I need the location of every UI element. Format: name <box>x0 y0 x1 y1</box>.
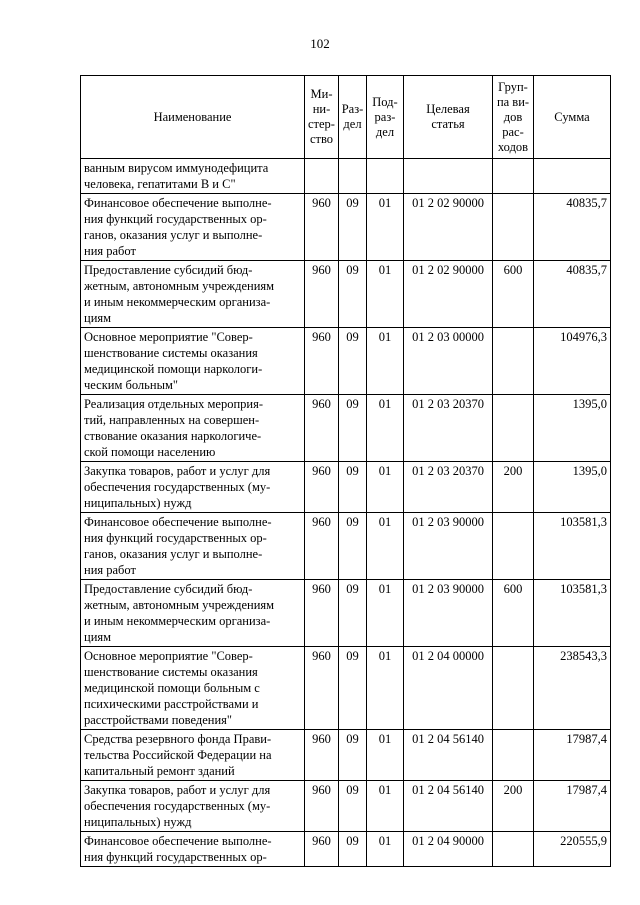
cell-sum: 103581,3 <box>534 513 611 580</box>
cell-sum: 17987,4 <box>534 781 611 832</box>
cell-subsection: 01 <box>367 580 404 647</box>
cell-ministry: 960 <box>305 730 339 781</box>
cell-section: 09 <box>339 328 367 395</box>
cell-expense-group <box>493 647 534 730</box>
cell-ministry: 960 <box>305 781 339 832</box>
table-row <box>81 194 611 261</box>
cell-name: Финансовое обеспечение выполне- ния функций государственных ор- ганов, оказания услуг и выполне- ния работ <box>81 194 305 261</box>
cell-subsection: 01 <box>367 395 404 462</box>
cell-name: Финансовое обеспечение выполне- ния функций государственных ор- <box>81 832 305 867</box>
cell-subsection: 01 <box>367 647 404 730</box>
header-name: Наименование <box>81 76 305 159</box>
table-row <box>81 580 611 647</box>
cell-name: Закупка товаров, работ и услуг для обеспечения государственных (му- ниципальных) нужд <box>81 781 305 832</box>
cell-expense-group <box>493 395 534 462</box>
cell-target-article: 01 2 04 90000 <box>404 832 493 867</box>
cell-section: 09 <box>339 513 367 580</box>
cell-expense-group <box>493 730 534 781</box>
cell-ministry: 960 <box>305 647 339 730</box>
cell-section: 09 <box>339 647 367 730</box>
header-ministry: Ми- ни- стер- ство <box>305 76 339 159</box>
cell-sum <box>534 159 611 194</box>
cell-target-article: 01 2 03 20370 <box>404 462 493 513</box>
cell-subsection: 01 <box>367 194 404 261</box>
cell-target-article: 01 2 04 56140 <box>404 781 493 832</box>
cell-target-article: 01 2 03 20370 <box>404 395 493 462</box>
cell-target-article: 01 2 04 00000 <box>404 647 493 730</box>
cell-ministry: 960 <box>305 328 339 395</box>
cell-subsection: 01 <box>367 261 404 328</box>
cell-sum: 17987,4 <box>534 730 611 781</box>
cell-expense-group <box>493 513 534 580</box>
cell-sum: 238543,3 <box>534 647 611 730</box>
cell-ministry: 960 <box>305 462 339 513</box>
header-section: Раз- дел <box>339 76 367 159</box>
cell-sum: 40835,7 <box>534 194 611 261</box>
cell-section <box>339 159 367 194</box>
cell-section: 09 <box>339 781 367 832</box>
cell-subsection: 01 <box>367 730 404 781</box>
cell-section: 09 <box>339 832 367 867</box>
cell-name: Средства резервного фонда Прави- тельства Российской Федерации на капитальный ремонт зданий <box>81 730 305 781</box>
table-row <box>81 832 611 867</box>
table-row <box>81 462 611 513</box>
cell-expense-group: 600 <box>493 580 534 647</box>
header-expense-group: Груп- па ви- дов рас- ходов <box>493 76 534 159</box>
table-row <box>81 328 611 395</box>
cell-target-article: 01 2 03 90000 <box>404 580 493 647</box>
page-number: 102 <box>310 36 330 51</box>
cell-sum: 220555,9 <box>534 832 611 867</box>
cell-ministry: 960 <box>305 513 339 580</box>
cell-section: 09 <box>339 580 367 647</box>
cell-target-article: 01 2 02 90000 <box>404 261 493 328</box>
cell-target-article: 01 2 03 00000 <box>404 328 493 395</box>
cell-section: 09 <box>339 194 367 261</box>
table-header-row <box>81 76 611 159</box>
cell-expense-group: 200 <box>493 781 534 832</box>
cell-ministry: 960 <box>305 261 339 328</box>
table-row <box>81 781 611 832</box>
cell-name: Основное мероприятие "Совер- шенствование системы оказания медицинской помощи наркологи- ческим больным" <box>81 328 305 395</box>
cell-ministry: 960 <box>305 832 339 867</box>
cell-expense-group: 200 <box>493 462 534 513</box>
cell-sum: 40835,7 <box>534 261 611 328</box>
cell-target-article <box>404 159 493 194</box>
cell-sum: 1395,0 <box>534 462 611 513</box>
cell-sum: 103581,3 <box>534 580 611 647</box>
table-row <box>81 395 611 462</box>
cell-name: Финансовое обеспечение выполне- ния функций государственных ор- ганов, оказания услуг и выполне- ния работ <box>81 513 305 580</box>
header-subsection: Под- раз- дел <box>367 76 404 159</box>
cell-subsection: 01 <box>367 781 404 832</box>
cell-sum: 104976,3 <box>534 328 611 395</box>
cell-target-article: 01 2 02 90000 <box>404 194 493 261</box>
table-row <box>81 513 611 580</box>
cell-ministry <box>305 159 339 194</box>
cell-name: ванным вирусом иммунодефицита человека, гепатитами В и С" <box>81 159 305 194</box>
header-sum: Сумма <box>534 76 611 159</box>
cell-subsection: 01 <box>367 328 404 395</box>
cell-section: 09 <box>339 261 367 328</box>
budget-table <box>80 75 611 867</box>
cell-name: Реализация отдельных мероприя- тий, направленных на совершен- ствование оказания наркологиче- ской помощи населению <box>81 395 305 462</box>
cell-ministry: 960 <box>305 580 339 647</box>
cell-section: 09 <box>339 395 367 462</box>
table-row <box>81 159 611 194</box>
table-row <box>81 261 611 328</box>
table-row <box>81 647 611 730</box>
cell-sum: 1395,0 <box>534 395 611 462</box>
cell-name: Закупка товаров, работ и услуг для обеспечения государственных (му- ниципальных) нужд <box>81 462 305 513</box>
table-row <box>81 730 611 781</box>
cell-name: Предоставление субсидий бюд- жетным, автономным учреждениям и иным некоммерческим организа- циям <box>81 261 305 328</box>
cell-subsection: 01 <box>367 462 404 513</box>
cell-section: 09 <box>339 462 367 513</box>
cell-expense-group <box>493 159 534 194</box>
cell-target-article: 01 2 03 90000 <box>404 513 493 580</box>
cell-section: 09 <box>339 730 367 781</box>
header-target-article: Целевая статья <box>404 76 493 159</box>
cell-ministry: 960 <box>305 194 339 261</box>
cell-expense-group <box>493 194 534 261</box>
cell-subsection: 01 <box>367 832 404 867</box>
cell-name: Предоставление субсидий бюд- жетным, автономным учреждениям и иным некоммерческим организа- циям <box>81 580 305 647</box>
cell-expense-group <box>493 328 534 395</box>
cell-subsection: 01 <box>367 513 404 580</box>
cell-name: Основное мероприятие "Совер- шенствование системы оказания медицинской помощи больным с психическими расстройствами и расстройствами поведения" <box>81 647 305 730</box>
cell-ministry: 960 <box>305 395 339 462</box>
cell-target-article: 01 2 04 56140 <box>404 730 493 781</box>
cell-subsection <box>367 159 404 194</box>
cell-expense-group: 600 <box>493 261 534 328</box>
cell-expense-group <box>493 832 534 867</box>
